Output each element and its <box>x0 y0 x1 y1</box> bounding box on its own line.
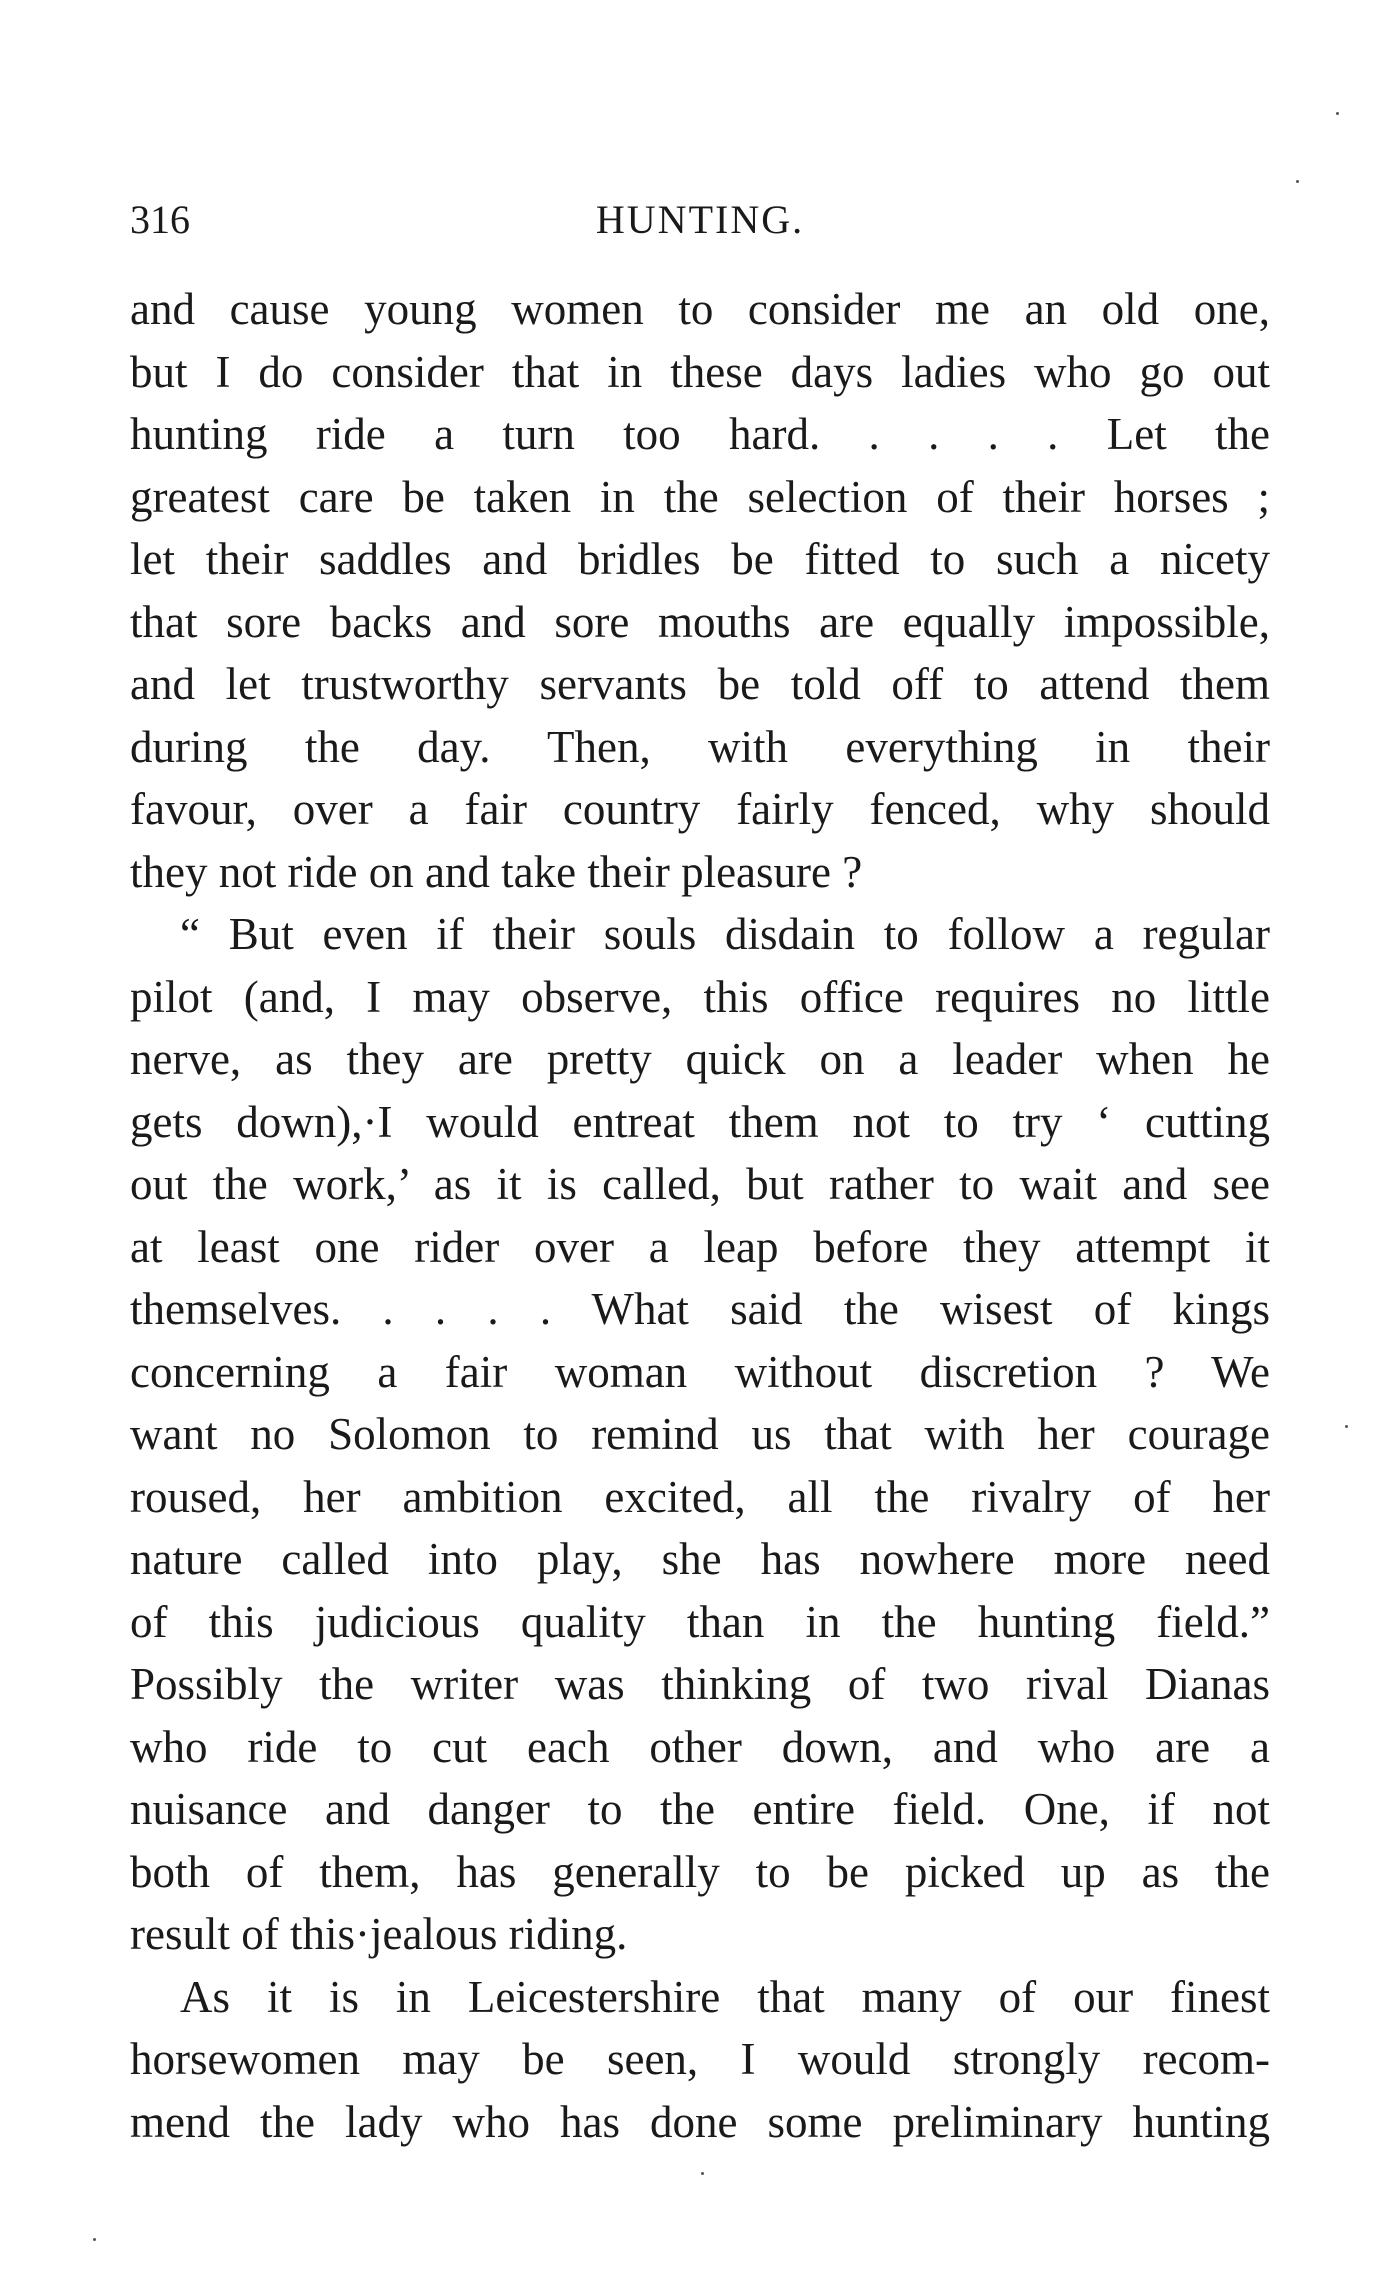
text-line: horsewomen may be seen, I would strongly recom- <box>130 2034 1270 2084</box>
text-line: result of this·jealous riding. <box>130 1909 628 1959</box>
text-line: want no Solomon to remind us that with her courage <box>130 1409 1270 1459</box>
text-line: both of them, has generally to be picked up as the <box>130 1846 1270 1897</box>
text-line: and cause young women to consider me an old one, <box>130 284 1270 334</box>
text-line: at least one rider over a leap before they attempt it <box>130 1221 1270 1272</box>
text-line: who ride to cut each other down, and who are a <box>130 1721 1270 1772</box>
text-line: mend the lady who has done some preliminary hunting <box>130 2096 1270 2147</box>
text-line: gets down),·I would entreat them not to try ‘ cutting <box>130 1096 1270 1147</box>
text-line: “ But even if their souls disdain to follow a regular <box>180 909 1270 959</box>
text-line: of this judicious quality than in the hunting field.” <box>130 1596 1270 1647</box>
text-line: themselves. . . . . What said the wisest of kings <box>130 1284 1270 1334</box>
running-head: HUNTING. <box>595 197 805 242</box>
text-line: nerve, as they are pretty quick on a leader when he <box>130 1034 1270 1084</box>
text-line: concerning a fair woman without discretion ? We <box>130 1346 1270 1397</box>
text-line: hunting ride a turn too hard. . . . . Let the <box>130 409 1270 459</box>
scan-speck <box>93 2238 96 2241</box>
text-line: they not ride on and take their pleasure ? <box>130 846 863 897</box>
scan-speck <box>701 2172 704 2175</box>
text-line: roused, her ambition excited, all the rivalry of her <box>130 1471 1270 1522</box>
text-line: let their saddles and bridles be fitted to such a nicety <box>130 534 1270 584</box>
text-line: during the day. Then, with everything in their <box>130 721 1270 772</box>
text-line: As it is in Leicestershire that many of our finest <box>180 1971 1270 2022</box>
text-line: favour, over a fair country fairly fenced, why should <box>130 784 1270 834</box>
text-line: out the work,’ as it is called, but rather to wait and see <box>130 1159 1270 1209</box>
text-line: greatest care be taken in the selection of their horses ; <box>130 471 1270 522</box>
text-line: that sore backs and sore mouths are equally impossible, <box>130 596 1270 647</box>
page-number: 316 <box>130 197 190 242</box>
text-line: nuisance and danger to the entire field. One, if not <box>130 1784 1270 1834</box>
page-header <box>130 190 1270 250</box>
body-text <box>130 278 1270 2153</box>
text-line: nature called into play, she has nowhere more need <box>130 1534 1270 1584</box>
text-line: and let trustworthy servants be told off to attend them <box>130 659 1270 709</box>
scan-speck <box>1296 180 1299 183</box>
text-line: Possibly the writer was thinking of two rival Dianas <box>130 1659 1270 1709</box>
text-line: but I do consider that in these days ladies who go out <box>130 346 1270 397</box>
text-line: pilot (and, I may observe, this office requires no little <box>130 971 1270 1022</box>
scan-speck <box>1336 112 1339 115</box>
scan-speck <box>1345 1425 1348 1428</box>
